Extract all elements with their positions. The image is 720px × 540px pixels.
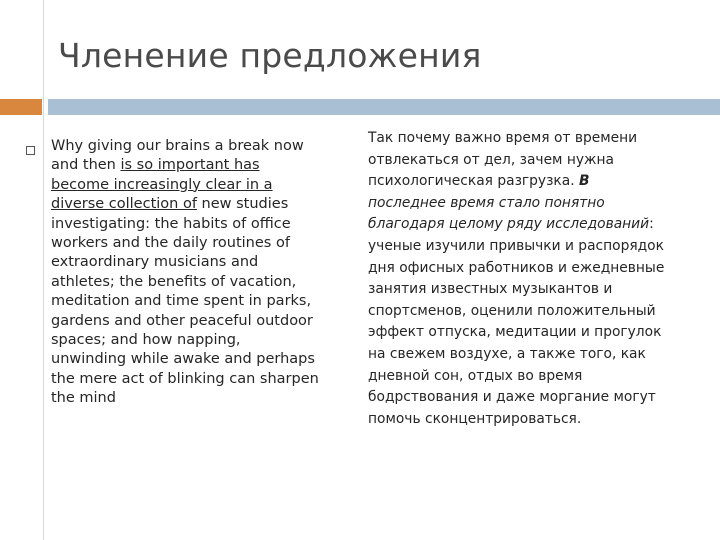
accent-bar-orange (0, 99, 42, 115)
accent-bar-blue (48, 99, 720, 115)
russian-text-italic: последнее время стало понятно благодаря целому ряду исследований (368, 194, 650, 233)
english-text-part3: new studies investigating: the habits of office workers and the daily routines of extraordinary musicians and athletes; the benefits of vacation, meditation and time spent in parks, gardens and other peaceful outdoor spaces; and how napping, unwinding while awake and perhaps the mere act of blinking can sharpen the mind (51, 196, 319, 407)
russian-text-bold: В (578, 173, 590, 190)
vertical-divider-line (43, 0, 44, 540)
english-text-underlined: is so important has become increasingly clear in a diverse collection of (51, 157, 273, 213)
english-paragraph (51, 137, 319, 409)
russian-text-part1: Так почему важно время от времени отвлекаться от дел, зачем нужна психологическая разгрузка. (368, 130, 638, 190)
english-text-part1: Why giving our brains a break now and then (51, 138, 304, 174)
russian-paragraph (368, 128, 668, 430)
russian-text-part4: : ученые изучили привычки и распорядок дня офисных работников и ежедневные занятия известных музыкантов и спортсменов, оценили положительный эффект отпуска, медитации и прогулок на свежем воздухе, а также того, как дневной сон, отдых во время бодрствования и даже моргание могут помочь сконцентрироваться. (368, 216, 665, 427)
hollow-square-bullet-icon (26, 146, 35, 155)
slide-title: Членение предложения (58, 36, 482, 75)
